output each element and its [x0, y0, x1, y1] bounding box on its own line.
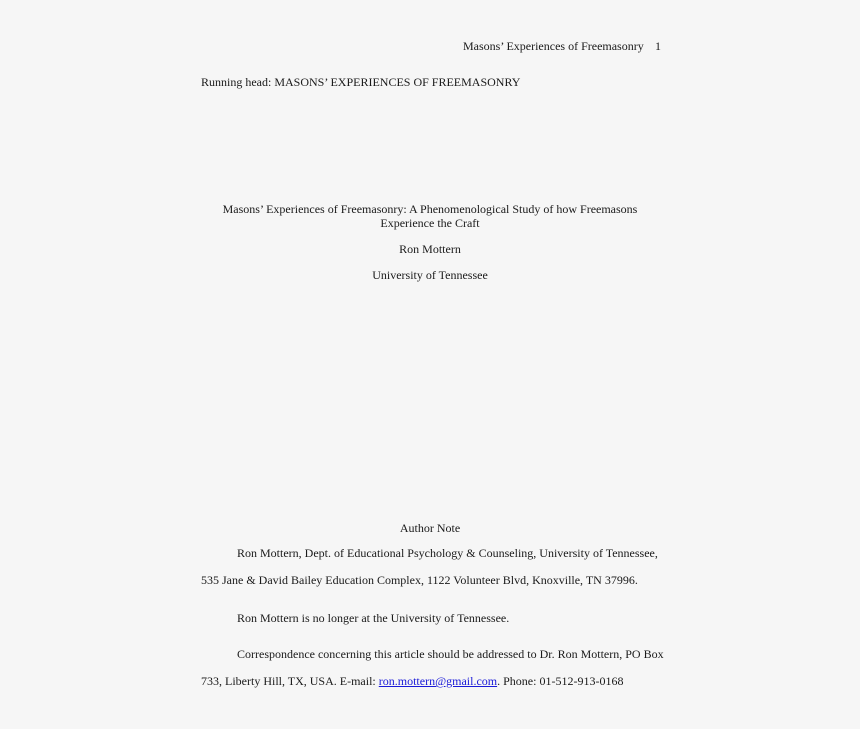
author-name: Ron Mottern [399, 242, 461, 256]
author-note-para1-line2: 535 Jane & David Bailey Education Complex, 1122 Volunteer Blvd, Knoxville, TN 37996. [201, 573, 638, 587]
author-note-para2: Ron Mottern is no longer at the University of Tennessee. [237, 611, 510, 625]
institution: University of Tennessee [372, 268, 488, 282]
paper-title-line-2: Experience the Craft [380, 216, 480, 230]
correspondence-line-1: Correspondence concerning this article should be addressed to Dr. Ron Mottern, PO Box [237, 647, 664, 661]
correspondence-suffix: . Phone: 01-512-913-0168 [497, 674, 624, 688]
running-head: Running head: MASONS’ EXPERIENCES OF FREEMASONRY [201, 75, 521, 89]
correspondence-prefix: 733, Liberty Hill, TX, USA. E-mail: [201, 674, 379, 688]
correspondence-line-2 [201, 674, 623, 688]
paper-title-line-1: Masons’ Experiences of Freemasonry: A Phenomenological Study of how Freemasons [222, 202, 638, 216]
page-number: 1 [655, 39, 661, 53]
header-short-title: Masons’ Experiences of Freemasonry [463, 39, 644, 53]
email-link[interactable]: ron.mottern@gmail.com [378, 674, 498, 688]
author-note-heading: Author Note [399, 521, 461, 535]
author-note-para1-line1: Ron Mottern, Dept. of Educational Psychology & Counseling, University of Tennessee, [237, 546, 658, 560]
